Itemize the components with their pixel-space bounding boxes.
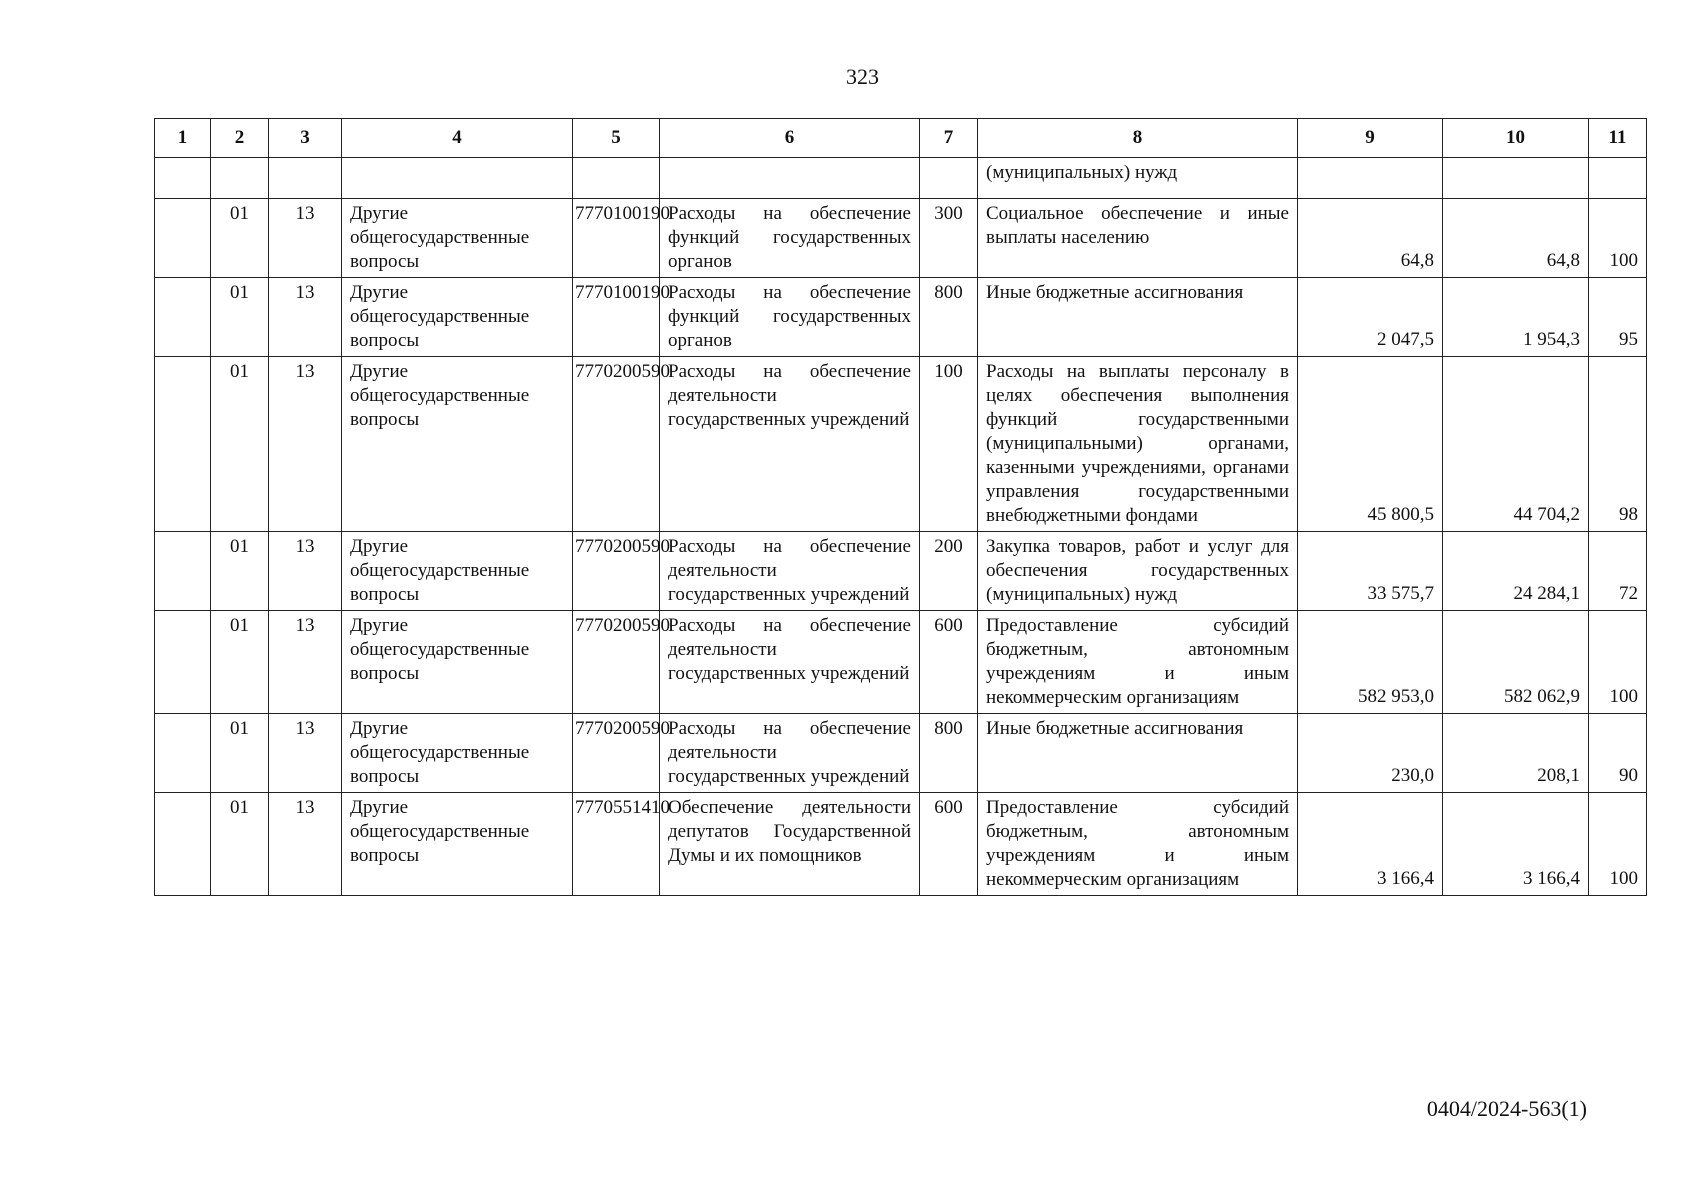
target-article-name: Обеспечение деятельности депутатов Государственной Думы и их помощников [660,793,920,896]
planned-amount: 45 800,5 [1298,357,1443,532]
table-cell [342,158,573,199]
execution-percent: 95 [1589,278,1647,357]
planned-amount: 2 047,5 [1298,278,1443,357]
execution-percent: 100 [1589,199,1647,278]
target-article-code: 7770200590 [573,357,660,532]
column-header-1: 1 [155,119,211,158]
table-row [155,357,1647,532]
header-row [155,119,1647,158]
execution-percent: 100 [1589,611,1647,714]
target-article-name: Расходы на обеспечение функций государственных органов [660,278,920,357]
column-header-7: 7 [920,119,978,158]
expense-type-code: 300 [920,199,978,278]
target-article-name: Расходы на обеспечение деятельности государственных учреждений [660,714,920,793]
column-header-9: 9 [1298,119,1443,158]
target-article-code: 7770200590 [573,532,660,611]
executed-amount: 208,1 [1443,714,1589,793]
table-cell [1443,158,1589,199]
executed-amount: 3 166,4 [1443,793,1589,896]
column-header-6: 6 [660,119,920,158]
target-article-code: 7770551410 [573,793,660,896]
target-article-code: 7770200590 [573,714,660,793]
target-article-name: Расходы на обеспечение деятельности государственных учреждений [660,357,920,532]
table-cell [1298,158,1443,199]
planned-amount: 33 575,7 [1298,532,1443,611]
execution-percent: 98 [1589,357,1647,532]
subsection-code: 13 [269,714,342,793]
table-row [155,611,1647,714]
planned-amount: 230,0 [1298,714,1443,793]
expense-type-name: Иные бюджетные ассигнования [978,278,1298,357]
executed-amount: 44 704,2 [1443,357,1589,532]
section-code: 01 [211,199,269,278]
executed-amount: 582 062,9 [1443,611,1589,714]
row-col-1 [155,793,211,896]
planned-amount: 64,8 [1298,199,1443,278]
page-number: 323 [846,64,879,89]
expense-type-code: 100 [920,357,978,532]
row-col-1 [155,199,211,278]
subsection-name: Другие общегосударственные вопросы [342,199,573,278]
section-code: 01 [211,793,269,896]
expense-type-name: Предоставление субсидий бюджетным, автономным учреждениям и иным некоммерческим организациям [978,611,1298,714]
row-col-1 [155,611,211,714]
subsection-name: Другие общегосударственные вопросы [342,278,573,357]
table-row [155,532,1647,611]
target-article-code: 7770100190 [573,278,660,357]
column-header-5: 5 [573,119,660,158]
subsection-code: 13 [269,357,342,532]
table-cell [1589,158,1647,199]
expense-type-name: Иные бюджетные ассигнования [978,714,1298,793]
expense-type-name: Расходы на выплаты персоналу в целях обеспечения выполнения функций государственными (муниципальными) органами, казенными учреждениями, органами управления государственными внебюджетными фондами [978,357,1298,532]
budget-table [154,118,1647,896]
expense-type-code: 800 [920,714,978,793]
subsection-name: Другие общегосударственные вопросы [342,532,573,611]
section-code: 01 [211,611,269,714]
target-article-code: 7770100190 [573,199,660,278]
table-cell [920,158,978,199]
executed-amount: 1 954,3 [1443,278,1589,357]
target-article-name: Расходы на обеспечение деятельности государственных учреждений [660,611,920,714]
subsection-code: 13 [269,532,342,611]
row-col-1 [155,532,211,611]
table-row [155,199,1647,278]
table-row [155,793,1647,896]
subsection-code: 13 [269,611,342,714]
column-header-4: 4 [342,119,573,158]
planned-amount: 3 166,4 [1298,793,1443,896]
continuation-text: (муниципальных) нужд [978,158,1298,199]
table-cell [573,158,660,199]
table-cell [211,158,269,199]
row-col-1 [155,714,211,793]
row-col-1 [155,357,211,532]
target-article-code: 7770200590 [573,611,660,714]
target-article-name: Расходы на обеспечение деятельности государственных учреждений [660,532,920,611]
expense-type-code: 600 [920,793,978,896]
executed-amount: 64,8 [1443,199,1589,278]
subsection-code: 13 [269,793,342,896]
subsection-name: Другие общегосударственные вопросы [342,357,573,532]
section-code: 01 [211,714,269,793]
column-header-8: 8 [978,119,1298,158]
subsection-name: Другие общегосударственные вопросы [342,714,573,793]
execution-percent: 90 [1589,714,1647,793]
table-row [155,714,1647,793]
section-code: 01 [211,532,269,611]
subsection-name: Другие общегосударственные вопросы [342,611,573,714]
expense-type-name: Социальное обеспечение и иные выплаты населению [978,199,1298,278]
table-row [155,278,1647,357]
document-code: 0404/2024-563(1) [1426,1096,1587,1121]
planned-amount: 582 953,0 [1298,611,1443,714]
expense-type-name: Закупка товаров, работ и услуг для обеспечения государственных (муниципальных) нужд [978,532,1298,611]
expense-type-code: 600 [920,611,978,714]
expense-type-name: Предоставление субсидий бюджетным, автономным учреждениям и иным некоммерческим организациям [978,793,1298,896]
column-header-2: 2 [211,119,269,158]
expense-type-code: 200 [920,532,978,611]
column-header-10: 10 [1443,119,1589,158]
table-cell [155,158,211,199]
section-code: 01 [211,278,269,357]
column-header-3: 3 [269,119,342,158]
expense-type-code: 800 [920,278,978,357]
column-header-11: 11 [1589,119,1647,158]
table-cell [660,158,920,199]
target-article-name: Расходы на обеспечение функций государственных органов [660,199,920,278]
execution-percent: 100 [1589,793,1647,896]
subsection-code: 13 [269,278,342,357]
table-cell [269,158,342,199]
continuation-row [155,158,1647,199]
subsection-name: Другие общегосударственные вопросы [342,793,573,896]
executed-amount: 24 284,1 [1443,532,1589,611]
row-col-1 [155,278,211,357]
execution-percent: 72 [1589,532,1647,611]
subsection-code: 13 [269,199,342,278]
section-code: 01 [211,357,269,532]
